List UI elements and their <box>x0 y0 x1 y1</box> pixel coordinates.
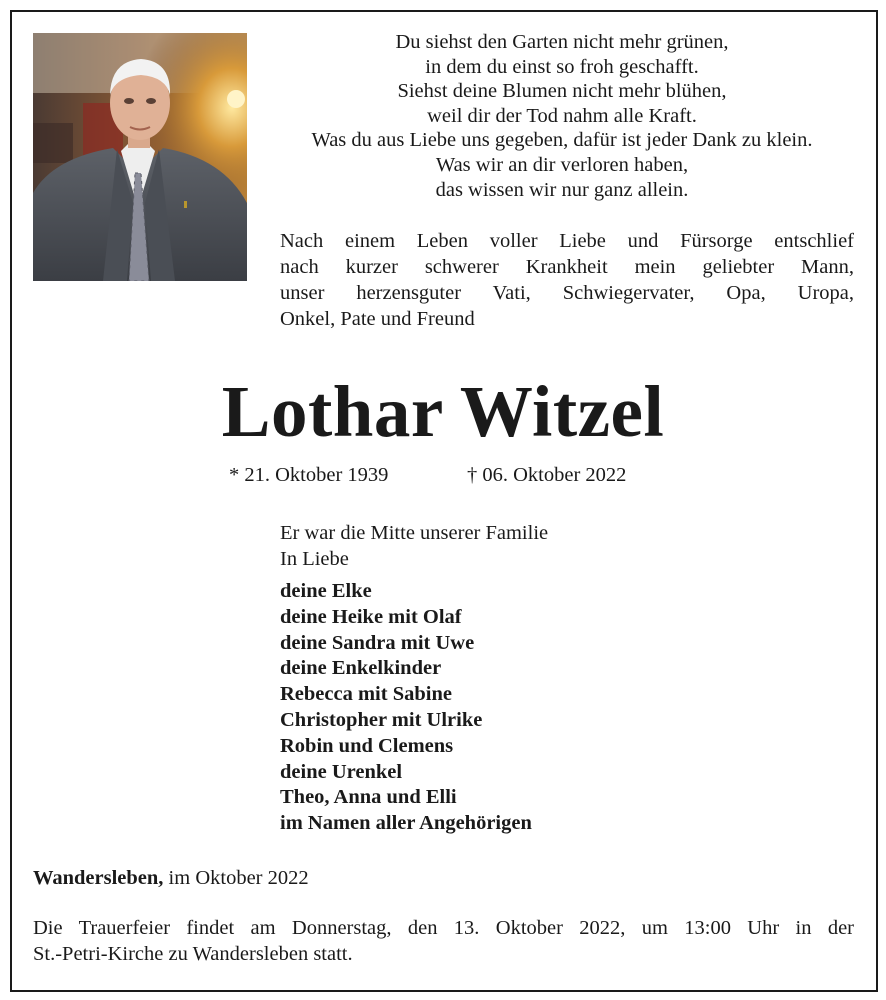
mourner: deine Sandra mit Uwe <box>280 631 475 654</box>
poem-line: in dem du einst so froh geschafft. <box>425 55 699 78</box>
poem-line: Du siehst den Garten nicht mehr grünen, <box>395 31 729 53</box>
mourners-list <box>280 579 532 837</box>
death-date: † 06. Oktober 2022 <box>467 464 627 486</box>
announcement-text <box>280 228 854 332</box>
mourner: deine Enkelkinder <box>280 657 442 680</box>
place-town: Wandersleben, <box>33 867 164 889</box>
place-date: im Oktober 2022 <box>163 867 309 889</box>
mourner: deine Elke <box>280 580 372 602</box>
announcement-line: Nach einem Leben voller Liebe und Fürsorge entschlief <box>280 230 854 252</box>
funeral-service-info <box>33 915 854 967</box>
birth-date: * 21. Oktober 1939 <box>229 464 389 486</box>
poem-line: weil dir der Tod nahm alle Kraft. <box>427 104 697 127</box>
mourner: Christopher mit Ulrike <box>280 708 483 731</box>
memorial-poem <box>262 30 862 202</box>
announcement-line: unser herzensguter Vati, Schwiegervater, Opa, Uropa, <box>280 282 854 304</box>
poem-line: Was wir an dir verloren haben, <box>435 153 689 176</box>
deceased-name: Lothar Witzel <box>221 371 665 452</box>
mourner: im Namen aller Angehörigen <box>280 812 532 835</box>
portrait-photo <box>33 33 247 281</box>
mourner: deine Heike mit Olaf <box>280 605 462 628</box>
mourner: Theo, Anna und Elli <box>280 786 457 809</box>
mourner: Robin und Clemens <box>280 734 454 757</box>
place-and-date <box>33 864 309 892</box>
service-line: St.-Petri-Kirche zu Wandersleben statt. <box>33 943 353 965</box>
service-line: Die Trauerfeier findet am Donnerstag, den 13. Oktober 2022, um 13:00 Uhr in der <box>33 917 854 939</box>
closing-line: Er war die Mitte unserer Familie <box>280 522 549 544</box>
poem-line: das wissen wir nur ganz allein. <box>435 178 689 201</box>
poem-line: Was du aus Liebe uns gegeben, dafür ist jeder Dank zu klein. <box>311 129 813 152</box>
announcement-line: nach kurzer schwerer Krankheit mein geliebter Mann, <box>280 256 854 278</box>
closing-line: In Liebe <box>280 548 349 570</box>
mourner: deine Urenkel <box>280 760 403 783</box>
mourner: Rebecca mit Sabine <box>280 683 452 706</box>
closing-text <box>280 520 548 572</box>
poem-line: Siehst deine Blumen nicht mehr blühen, <box>397 80 727 103</box>
announcement-line: Onkel, Pate und Freund <box>280 308 475 330</box>
